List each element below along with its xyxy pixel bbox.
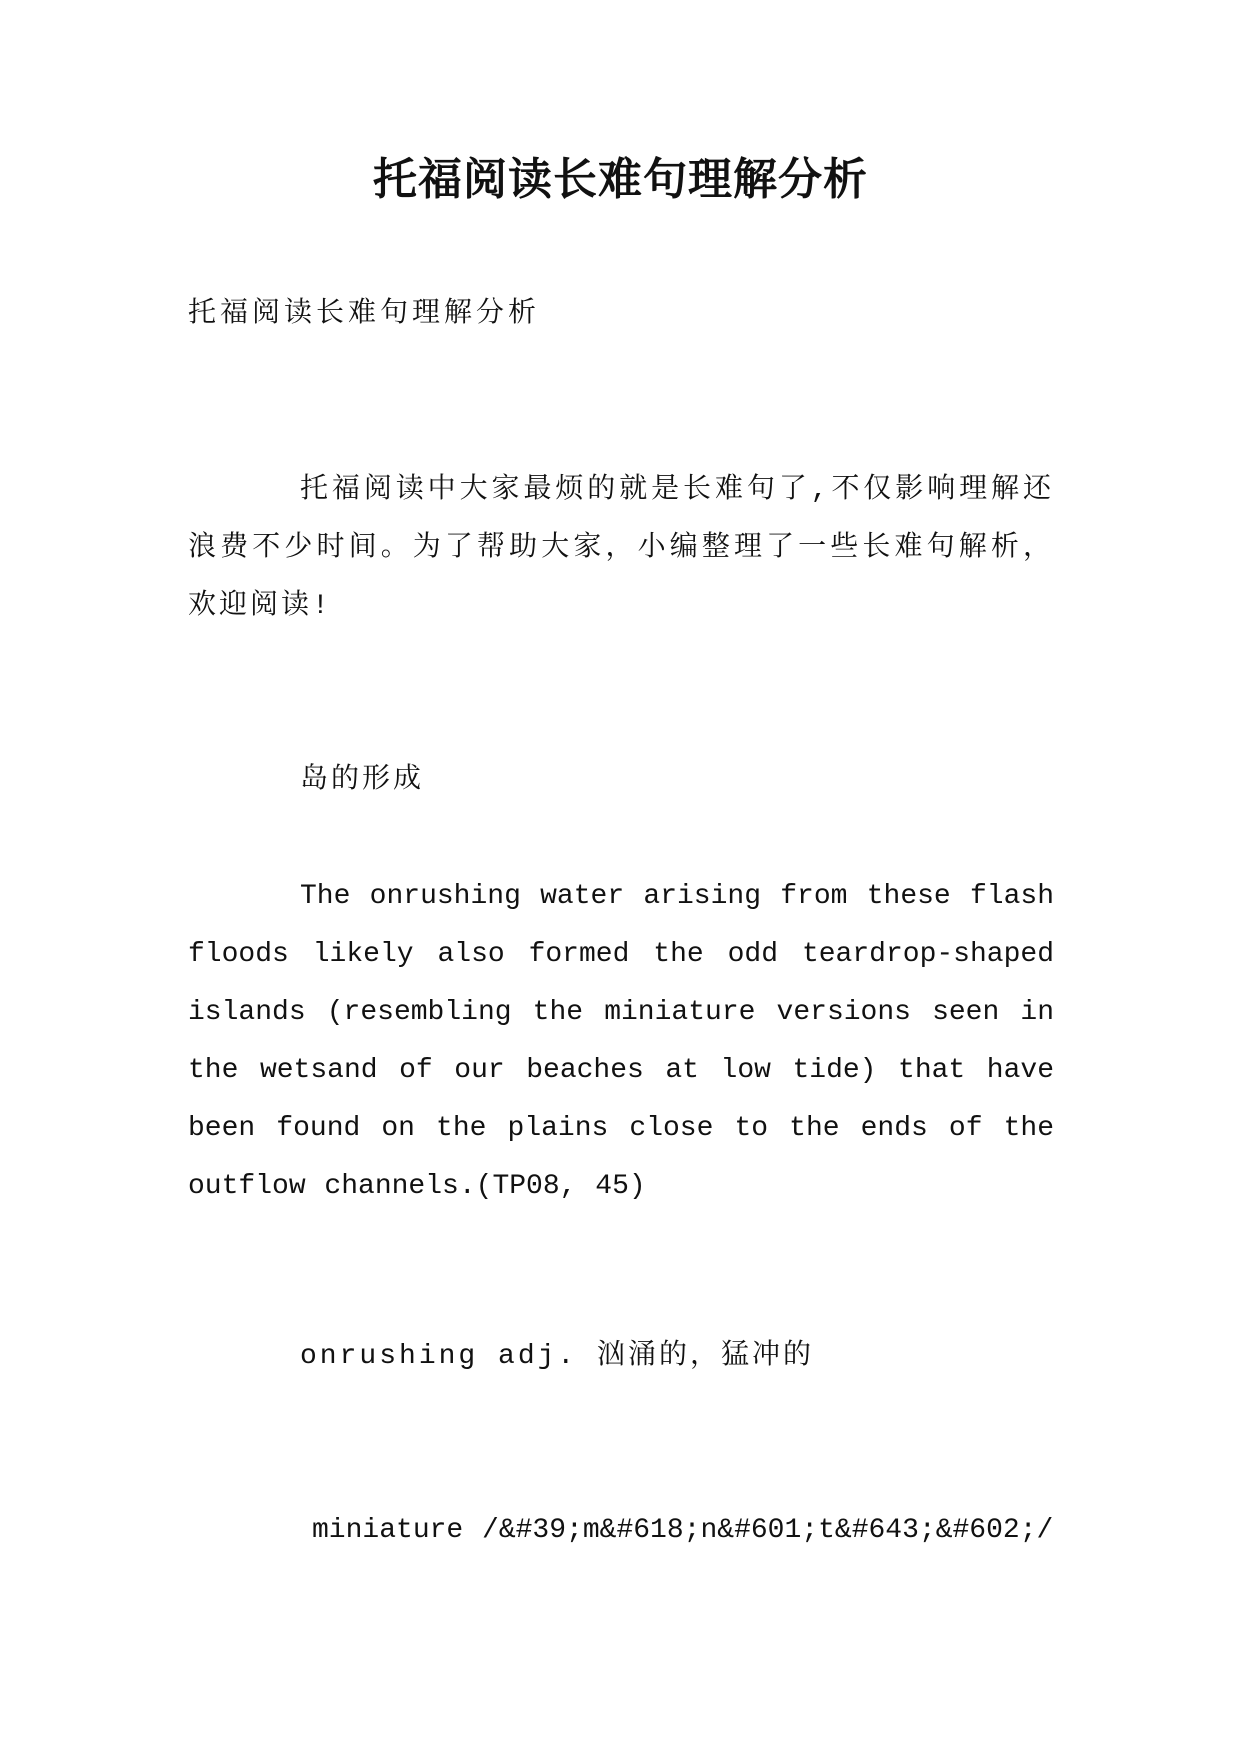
intro-paragraph: 托福阅读中大家最烦的就是长难句了,不仅影响理解还浪费不少时间。为了帮助大家，小编整理了一些长难句解析，欢迎阅读! <box>188 475 1054 622</box>
vocab-entry-onrushing: onrushing adj. 汹涌的，猛冲的 <box>300 1341 815 1372</box>
page-title: 托福阅读长难句理解分析 <box>373 154 868 205</box>
example-sentence: The onrushing water arising from these flash floods likely also formed the odd teardrop-shaped islands (resembling the miniature versions seen in the wetsand of our beaches at low tide) that have been found on the plains close to the ends of the outflow channels.(TP08, 45) <box>188 881 1054 1202</box>
vocab-entry-miniature: miniature /&#39;m&#618;n&#601;t&#643;&#602;/ <box>312 1515 1054 1546</box>
section-heading: 岛的形成 <box>300 765 425 796</box>
page-subtitle: 托福阅读长难句理解分析 <box>188 295 541 328</box>
